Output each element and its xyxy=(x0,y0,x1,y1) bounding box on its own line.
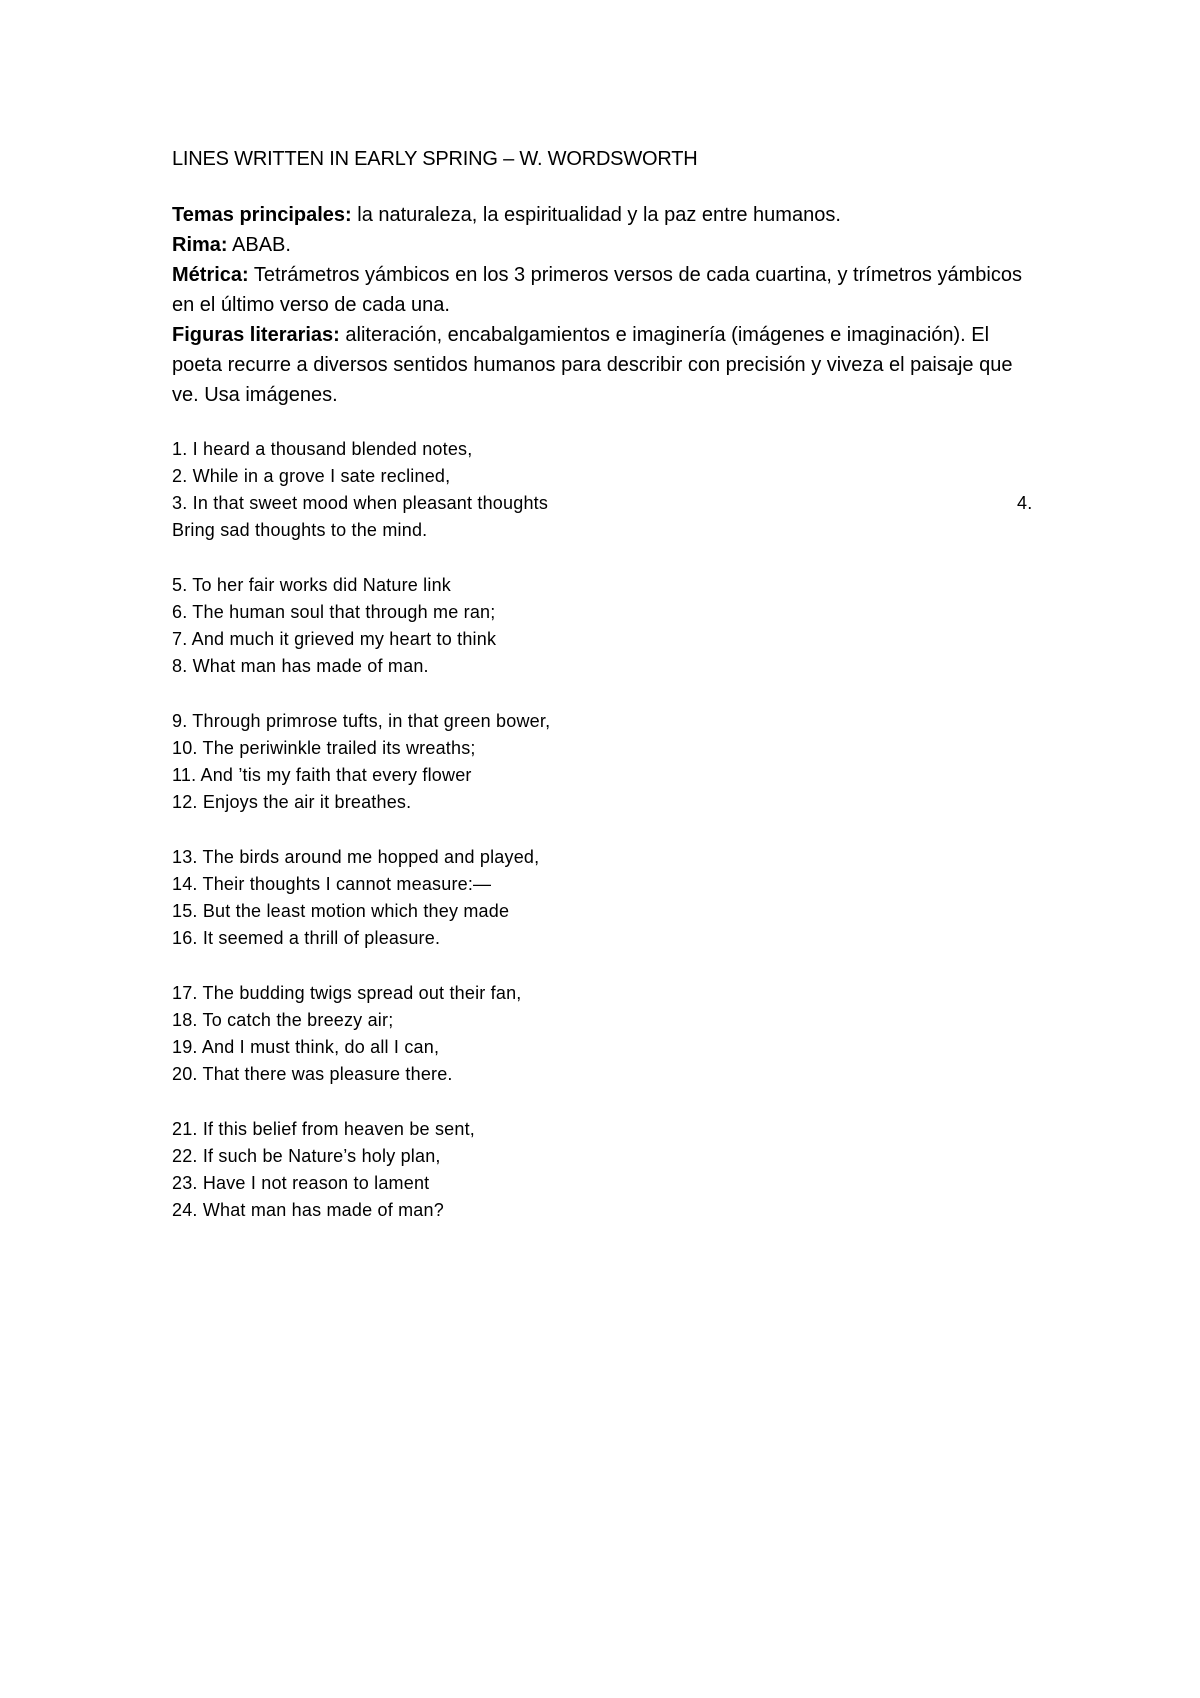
line-number: 18. xyxy=(172,1010,198,1030)
line-text: And ’tis my faith that every flower xyxy=(196,765,472,785)
line-number: 17. xyxy=(172,983,198,1003)
poem-line xyxy=(172,789,1032,816)
document-content xyxy=(172,144,1032,1252)
poem-line xyxy=(172,898,1032,925)
line-text: If such be Nature’s holy plan, xyxy=(197,1146,441,1166)
poem-line xyxy=(172,572,1032,599)
line-text: That there was pleasure there. xyxy=(197,1064,453,1084)
poem-line xyxy=(172,735,1032,762)
document-title: LINES WRITTEN IN EARLY SPRING – W. WORDSWORTH xyxy=(172,148,698,170)
line-number: 21. xyxy=(172,1119,198,1139)
poem-line xyxy=(172,436,1032,463)
line-text: And I must think, do all I can, xyxy=(197,1037,440,1057)
poem-line xyxy=(172,844,1032,871)
analysis-rhyme xyxy=(172,230,1032,260)
stanza-3 xyxy=(172,708,1032,816)
poem-line xyxy=(172,626,1032,653)
poem-line: Bring sad thoughts to the mind. xyxy=(172,520,428,540)
line-text: But the least motion which they made xyxy=(197,901,510,921)
poem-line xyxy=(172,1143,1032,1170)
line-number: 14. xyxy=(172,874,198,894)
line-text: The birds around me hopped and played, xyxy=(197,847,540,867)
line-number: 7. xyxy=(172,629,188,649)
stanza-4 xyxy=(172,844,1032,952)
poem-line xyxy=(172,1007,1032,1034)
line-text: The budding twigs spread out their fan, xyxy=(197,983,522,1003)
line-text: Their thoughts I cannot measure:— xyxy=(197,874,492,894)
line-number: 19. xyxy=(172,1037,198,1057)
line-number: 20. xyxy=(172,1064,198,1084)
line-number: 16. xyxy=(172,928,198,948)
line-number: 4. xyxy=(1017,493,1033,513)
stanza-6 xyxy=(172,1116,1032,1224)
line-number: 12. xyxy=(172,792,198,812)
line-number: 6. xyxy=(172,602,188,622)
poem-line xyxy=(172,871,1032,898)
line-number: 23. xyxy=(172,1173,198,1193)
poem-line xyxy=(172,490,1032,517)
stanza-5 xyxy=(172,980,1032,1088)
line-text: It seemed a thrill of pleasure. xyxy=(197,928,441,948)
poem-analysis xyxy=(172,200,1032,410)
analysis-label: Métrica: xyxy=(172,264,249,286)
poem-line xyxy=(172,1034,1032,1061)
poem-line xyxy=(172,1170,1032,1197)
poem-line xyxy=(172,1197,1032,1224)
analysis-label: Figuras literarias: xyxy=(172,324,340,346)
line-text: In that sweet mood when pleasant thoughts xyxy=(187,493,549,513)
line-text: The periwinkle trailed its wreaths; xyxy=(197,738,476,758)
line-number: 3. xyxy=(172,493,188,513)
analysis-label: Rima: xyxy=(172,234,228,256)
line-text: Through primrose tufts, in that green bower, xyxy=(187,711,551,731)
poem-line xyxy=(172,980,1032,1007)
analysis-text: la naturaleza, la espiritualidad y la paz entre humanos. xyxy=(351,204,841,226)
poem-line xyxy=(172,762,1032,789)
line-text: If this belief from heaven be sent, xyxy=(197,1119,475,1139)
line-number: 24. xyxy=(172,1200,198,1220)
line-text: What man has made of man. xyxy=(187,656,429,676)
line-number: 15. xyxy=(172,901,198,921)
analysis-text: ABAB. xyxy=(227,234,291,256)
line-text: To catch the breezy air; xyxy=(197,1010,394,1030)
poem-text xyxy=(172,436,1032,1224)
line-number: 1. xyxy=(172,439,188,459)
line-text: Have I not reason to lament xyxy=(197,1173,430,1193)
line-number: 2. xyxy=(172,466,188,486)
line-number: 22. xyxy=(172,1146,198,1166)
stanza-1 xyxy=(172,436,1032,544)
poem-line xyxy=(172,925,1032,952)
line-text: While in a grove I sate reclined, xyxy=(187,466,451,486)
analysis-label: Temas principales: xyxy=(172,204,352,226)
line-text: I heard a thousand blended notes, xyxy=(187,439,473,459)
analysis-themes xyxy=(172,200,1032,230)
analysis-text: aliteración, encabalgamientos e imaginería (imágenes e imaginación). El poeta recurre a diversos sentidos humanos para describir con precisión y viveza el paisaje que ve. Usa imágenes. xyxy=(172,324,1013,406)
analysis-meter xyxy=(172,260,1032,320)
line-number: 10. xyxy=(172,738,198,758)
poem-line xyxy=(172,708,1032,735)
line-text: Enjoys the air it breathes. xyxy=(197,792,412,812)
line-text: To her fair works did Nature link xyxy=(187,575,451,595)
line-number: 9. xyxy=(172,711,188,731)
line-text: What man has made of man? xyxy=(197,1200,444,1220)
line-number: 11. xyxy=(172,765,197,785)
line-text: And much it grieved my heart to think xyxy=(187,629,497,649)
analysis-figures xyxy=(172,320,1032,410)
poem-line xyxy=(172,1061,1032,1088)
line-number: 8. xyxy=(172,656,188,676)
stanza-2 xyxy=(172,572,1032,680)
poem-line xyxy=(172,653,1032,680)
line-number: 5. xyxy=(172,575,188,595)
poem-line xyxy=(172,1116,1032,1143)
poem-line xyxy=(172,463,1032,490)
analysis-text: Tetrámetros yámbicos en los 3 primeros versos de cada cuartina, y trímetros yámbicos en el último verso de cada una. xyxy=(172,264,1022,316)
line-text: The human soul that through me ran; xyxy=(187,602,496,622)
line-number: 13. xyxy=(172,847,198,867)
poem-line xyxy=(172,599,1032,626)
